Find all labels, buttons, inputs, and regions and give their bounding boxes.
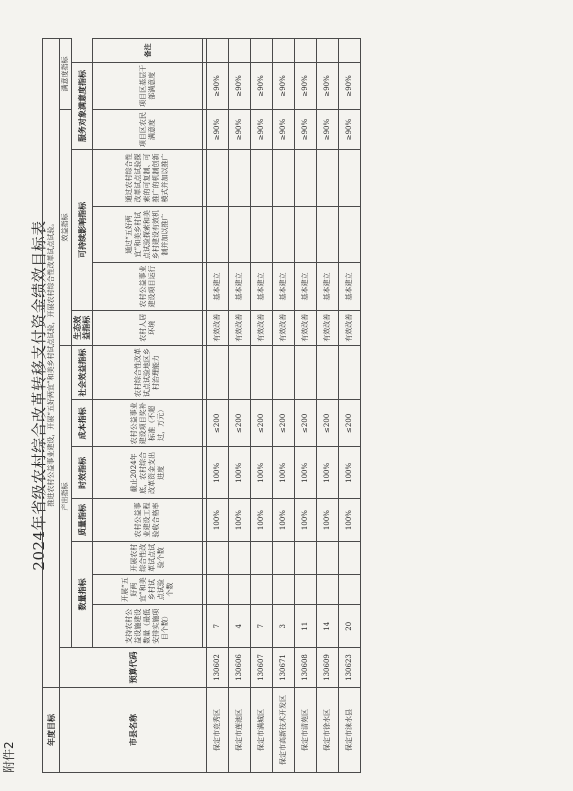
cell-q3 [273,541,295,574]
table-row [273,39,295,773]
cell-sat-b: ≥90% [229,62,251,109]
cell-quality: 100% [207,499,229,541]
cell-s-b [251,206,273,263]
cell-remark [339,39,361,63]
cell-cost: ≤200 [229,400,251,447]
cell-eco: 有效改善 [251,310,273,345]
header-serv-b: 项目区基层干部满意度 [93,62,203,109]
cell-q3 [229,541,251,574]
cell-s-b [295,206,317,263]
cell-eco: 有效改善 [295,310,317,345]
cell-sat-b: ≥90% [295,62,317,109]
annual-goal-text: 推进农村公益事业建设，开展“五好两宜”和美乡村试点试验，开展农村综合性改革试点试验。 [43,39,60,688]
cell-q1: 3 [273,605,295,647]
header-q2: 开展“五好两宜”和美乡村试点试验个数 [93,574,203,605]
cell-q3 [251,541,273,574]
cell-sat-b: ≥90% [273,62,295,109]
cell-remark [273,39,295,63]
header-quality-desc: 农村公益事业建设工程验收合格率 [93,499,203,541]
cell-s-c [251,150,273,207]
cell-social [251,345,273,399]
header-q1: 支持农村公益设施建设数量（最低安排实施项目个数） [93,605,203,647]
cell-sat-b: ≥90% [317,62,339,109]
header-timeliness: 时效指标 [72,447,93,499]
cell-social [295,345,317,399]
cell-city: 保定市徐水区 [317,688,339,773]
cell-q2 [207,574,229,605]
cell-quality: 100% [251,499,273,541]
cell-q1: 7 [251,605,273,647]
cell-s-a: 基本建立 [251,263,273,310]
annex-label: 附件2 [2,741,16,773]
cell-q2 [339,574,361,605]
cell-code: 130606 [229,647,251,687]
cell-sat-a: ≥90% [339,110,361,150]
cell-q3 [317,541,339,574]
cell-sat-a: ≥90% [295,110,317,150]
header-social: 社会效益指标 [72,345,93,399]
cell-cost: ≤200 [273,400,295,447]
annual-goal-label: 年度目标 [43,688,60,773]
cell-cost: ≤200 [339,400,361,447]
cell-code: 130623 [339,647,361,687]
cell-s-b [207,206,229,263]
cell-quality: 100% [317,499,339,541]
cell-time: 100% [273,447,295,499]
cell-social [339,345,361,399]
cell-time: 100% [207,447,229,499]
cell-eco: 有效改善 [207,310,229,345]
cell-cost: ≤200 [251,400,273,447]
cell-s-a: 基本建立 [207,263,229,310]
cell-time: 100% [317,447,339,499]
cell-q1: 7 [207,605,229,647]
cell-s-a: 基本建立 [273,263,295,310]
header-sustain-a: 农村公益事业建设项目运行 [93,263,203,310]
cell-s-c [207,150,229,207]
header-sustain-b: 通过“五好两宜”和美乡村试点试验探索和美乡村建设有效机制并加以推广 [93,206,203,263]
cell-sat-a: ≥90% [251,110,273,150]
cell-social [207,345,229,399]
cell-s-a: 基本建立 [339,263,361,310]
cell-s-a: 基本建立 [317,263,339,310]
cell-time: 100% [229,447,251,499]
cell-q3 [295,541,317,574]
cell-time: 100% [295,447,317,499]
cell-sat-a: ≥90% [229,110,251,150]
cell-remark [251,39,273,63]
cell-quality: 100% [273,499,295,541]
cell-q3 [339,541,361,574]
cell-code: 130608 [295,647,317,687]
header-q3: 开展农村综合性改革试点试验个数 [93,541,203,574]
cell-s-c [317,150,339,207]
cell-time: 100% [251,447,273,499]
cell-social [229,345,251,399]
cell-quality: 100% [295,499,317,541]
header-time-desc: 截止2024年底，农村综合改革资金支出进度 [93,447,203,499]
cell-s-a: 基本建立 [295,263,317,310]
cell-sat-a: ≥90% [207,110,229,150]
cell-s-c [339,150,361,207]
cell-sat-b: ≥90% [251,62,273,109]
cell-quality: 100% [229,499,251,541]
cell-s-c [273,150,295,207]
cell-code: 130607 [251,647,273,687]
cell-time: 100% [339,447,361,499]
cell-s-c [229,150,251,207]
cell-remark [317,39,339,63]
header-sustain-c: 通过农村综合性改革试点试验探索的可复制、可推广的机制创新模式并加以推广 [93,150,203,207]
cell-eco: 有效改善 [339,310,361,345]
cell-eco: 有效改善 [229,310,251,345]
header-eco-desc: 农村人居环境 [93,310,203,345]
cell-sat-a: ≥90% [317,110,339,150]
header-city: 市县名称 [60,688,207,773]
cell-q1: 20 [339,605,361,647]
table-row [207,39,229,773]
cell-remark [229,39,251,63]
cell-s-b [229,206,251,263]
cell-city: 保定市涞水县 [339,688,361,773]
cell-eco: 有效改善 [273,310,295,345]
cell-q2 [251,574,273,605]
cell-q1: 14 [317,605,339,647]
header-cost: 成本指标 [72,400,93,447]
cell-s-b [339,206,361,263]
header-quality: 质量指标 [72,499,93,541]
cell-q2 [295,574,317,605]
table-row [251,39,273,773]
cell-remark [295,39,317,63]
header-sustain: 可持续影响指标 [72,150,93,310]
data-rows [207,39,361,773]
cell-city: 保定市满城区 [251,688,273,773]
header-benefit: 效益指标 [60,110,72,346]
cell-q2 [229,574,251,605]
cell-eco: 有效改善 [317,310,339,345]
header-satisfaction: 满意度指标 [60,39,72,110]
cell-code: 130609 [317,647,339,687]
page-title: 2024年省级农村综合改革转移支付资金绩效目标表 [30,220,48,571]
cell-social [317,345,339,399]
table-row [339,39,361,773]
performance-table [42,38,361,773]
cell-cost: ≤200 [317,400,339,447]
cell-s-b [317,206,339,263]
cell-city: 保定市高新技术开发区 [273,688,295,773]
cell-remark [207,39,229,63]
header-eco: 生态效益指标 [72,310,93,345]
header-output: 产出指标 [60,345,72,647]
cell-sat-b: ≥90% [207,62,229,109]
header-quantity: 数量指标 [72,541,93,647]
cell-city: 保定市竞秀区 [207,688,229,773]
cell-q1: 4 [229,605,251,647]
header-remark: 备注 [93,39,203,63]
header-budget-code: 预算代码 [60,647,207,687]
cell-code: 130671 [273,647,295,687]
cell-s-c [295,150,317,207]
header-row-1 [60,39,72,773]
cell-quality: 100% [339,499,361,541]
cell-s-a: 基本建立 [229,263,251,310]
cell-social [273,345,295,399]
header-social-desc: 农村综合性改革试点试验地区乡村治理能力 [93,345,203,399]
cell-q2 [317,574,339,605]
cell-code: 130602 [207,647,229,687]
header-cost-desc: 农村公益事业建设项目奖补标准（不超过，万元） [93,400,203,447]
cell-q3 [207,541,229,574]
table-row [317,39,339,773]
cell-sat-b: ≥90% [339,62,361,109]
cell-sat-a: ≥90% [273,110,295,150]
cell-cost: ≤200 [207,400,229,447]
cell-q2 [273,574,295,605]
cell-s-b [273,206,295,263]
header-service: 服务对象满意度指标 [72,62,93,149]
annual-goal-row [43,39,60,773]
cell-city: 保定市莲池区 [229,688,251,773]
cell-q1: 11 [295,605,317,647]
header-serv-a: 项目区农民满意度 [93,110,203,150]
cell-cost: ≤200 [295,400,317,447]
table-row [229,39,251,773]
table-row [295,39,317,773]
cell-city: 保定市清苑区 [295,688,317,773]
